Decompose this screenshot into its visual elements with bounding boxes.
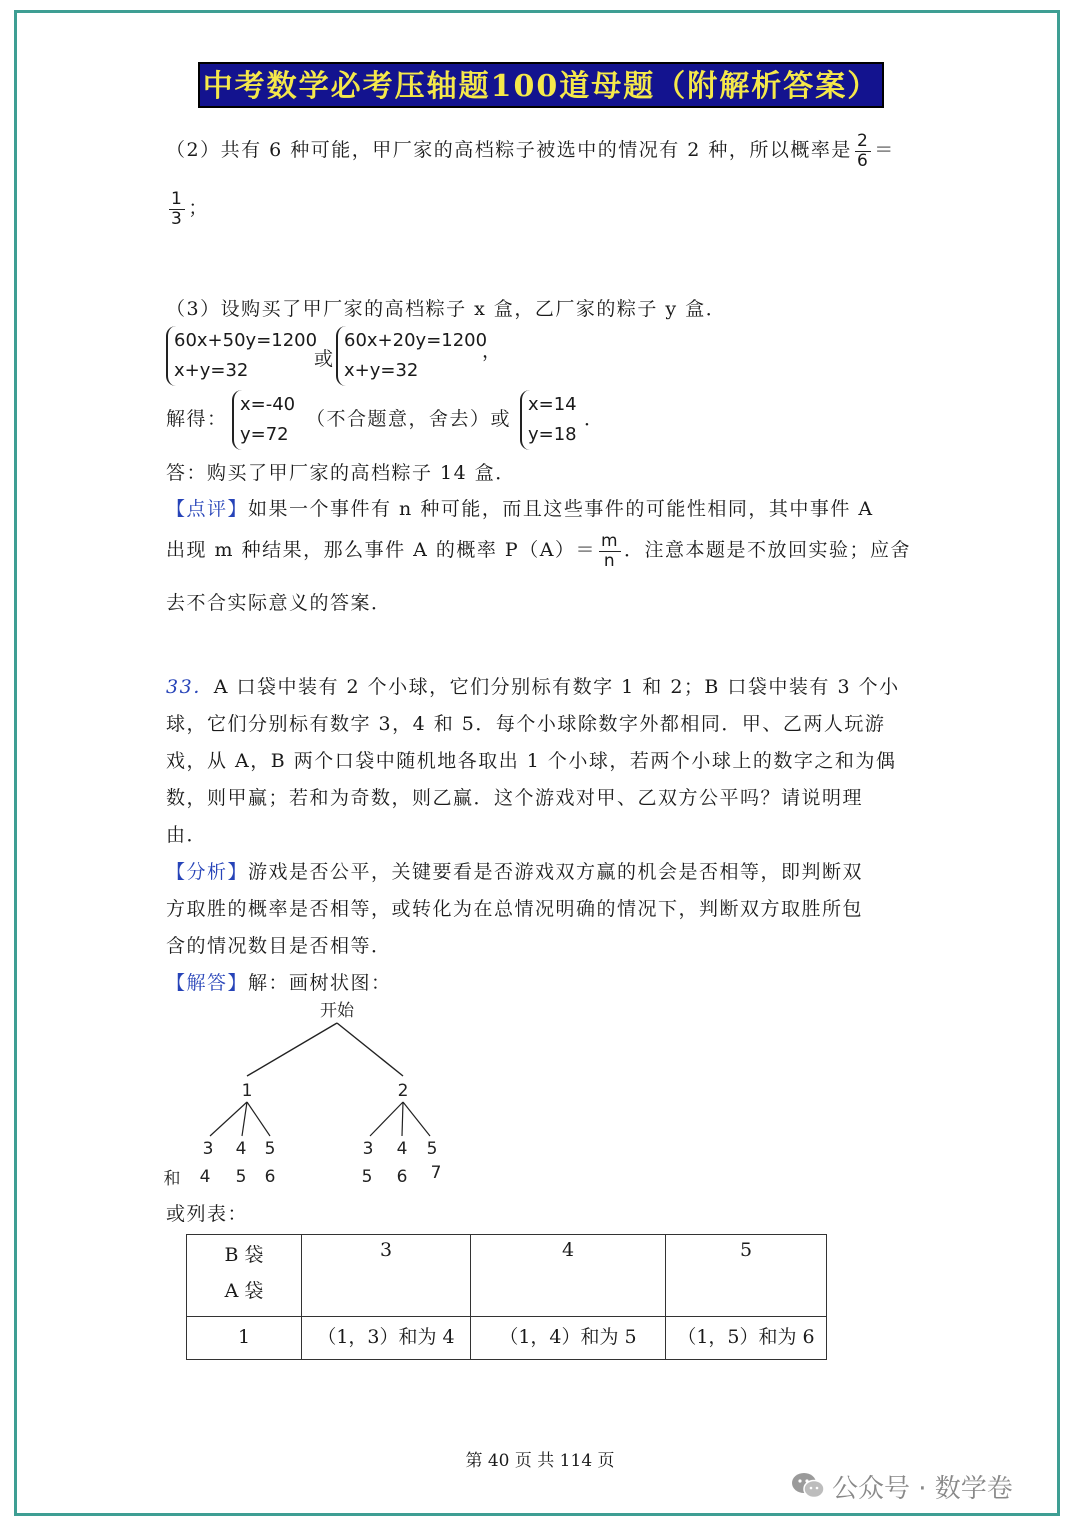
comma: ，: [482, 340, 503, 362]
leaf-node: 3: [202, 1139, 214, 1159]
table-row: [187, 1317, 827, 1360]
tree-diagram: [150, 996, 480, 1192]
q33-line-2: 球，它们分别标有数字 3，4 和 5．每个小球除数字外都相同．甲、乙两人玩游: [166, 713, 886, 735]
leaf-node: 3: [362, 1139, 374, 1159]
tree-root: 开始: [320, 1001, 354, 1021]
analysis-tag: 【分析】: [166, 861, 249, 883]
part2-text: （2）共有 6 种可能，甲厂家的高档粽子被选中的情况有 2 种，所以概率是: [166, 139, 852, 162]
table-cell: （1，5）和为 6: [666, 1317, 827, 1360]
table-corner-cell: B 袋 A 袋: [187, 1235, 302, 1317]
sum-value: 4: [199, 1167, 211, 1187]
table-row-header: 1: [187, 1317, 302, 1360]
fraction-2-6: $\frac{2}{6}$: [856, 131, 870, 171]
watermark-text: 公众号 · 数学卷: [832, 1474, 1013, 1504]
solution-line: 【解答】解：画树状图：: [166, 972, 392, 994]
equation-system-1: 60x+50y=1200 x+y=32: [166, 326, 317, 386]
comment-line-1: 【点评】如果一个事件有 n 种可能，而且这些事件的可能性相同，其中事件 A: [166, 498, 874, 520]
leaf-node: 5: [426, 1139, 438, 1159]
sum-label: 和: [163, 1169, 181, 1189]
solution-tag: 【解答】: [166, 972, 249, 994]
watermark: [790, 1468, 1013, 1508]
part3-text: （3）设购买了甲厂家的高档粽子 x 盒，乙厂家的粽子 y 盒．: [166, 298, 727, 320]
q33-line-3: 戏，从 A，B 两个口袋中随机地各取出 1 个小球，若两个小球上的数字之和为偶: [166, 750, 897, 772]
wechat-icon: [790, 1471, 826, 1508]
sum-value: 5: [235, 1167, 247, 1187]
table-cell: （1，3）和为 4: [302, 1317, 471, 1360]
discard-note: （不合题意，舍去）或: [306, 408, 512, 430]
solution-system-1: x=-40 y=72: [232, 390, 295, 450]
table-header-row: [187, 1235, 827, 1317]
table-col-header: 4: [471, 1235, 666, 1317]
solve-label: 解得：: [166, 408, 228, 430]
comment-line-2: 出现 m 种结果，那么事件 A 的概率 P（A）＝ $\frac{m}{n}$ ．注意本题是不放回实验；应舍: [166, 531, 912, 571]
solution-system-2: x=14 y=18: [520, 390, 577, 450]
fraction-1-3: $\frac{1}{3}$: [171, 189, 184, 229]
comment-tag: 【点评】: [166, 498, 249, 520]
table-intro: 或列表：: [166, 1203, 249, 1225]
branch-node: 1: [241, 1081, 253, 1101]
page-title: 中考数学必考压轴题100道母题（附解析答案）: [198, 62, 884, 108]
sum-value: 6: [264, 1167, 276, 1187]
outcome-table: [186, 1234, 827, 1360]
q33-line-5: 由．: [166, 824, 208, 846]
question-number: 33．: [166, 676, 214, 698]
sum-value: 7: [430, 1163, 442, 1183]
sum-value: 5: [361, 1167, 373, 1187]
leaf-node: 4: [235, 1139, 247, 1159]
fraction-m-n: $\frac{m}{n}$: [600, 531, 620, 571]
part2-result: $\frac{1}{3}$ ；: [171, 189, 209, 229]
leaf-node: 5: [264, 1139, 276, 1159]
page-footer: 第 40 页 共 114 页: [465, 1451, 615, 1471]
analysis-line-2: 方取胜的概率是否相等，或转化为在总情况明确的情况下，判断双方取胜所包: [166, 898, 864, 920]
table-cell: （1，4）和为 5: [471, 1317, 666, 1360]
table-col-header: 5: [666, 1235, 827, 1317]
analysis-line-3: 含的情况数目是否相等．: [166, 935, 392, 957]
period: ．: [584, 408, 605, 430]
analysis-line-1: 【分析】游戏是否公平，关键要看是否游戏双方赢的机会是否相等，即判断双: [166, 861, 864, 883]
q33-line-1: 33．A 口袋中装有 2 个小球，它们分别标有数字 1 和 2；B 口袋中装有 3 个小: [166, 676, 900, 698]
table-col-header: 3: [302, 1235, 471, 1317]
branch-node: 2: [397, 1081, 409, 1101]
comment-line-3: 去不合实际意义的答案．: [166, 592, 392, 614]
or-word: 或: [314, 348, 335, 370]
answer-line: 答：购买了甲厂家的高档粽子 14 盒．: [166, 462, 516, 484]
equals-sign: ＝: [874, 139, 895, 162]
q33-line-4: 数，则甲赢；若和为奇数，则乙赢．这个游戏对甲、乙双方公平吗？请说明理: [166, 787, 864, 809]
equation-system-2: 60x+20y=1200 x+y=32: [336, 326, 487, 386]
part2-line: [166, 132, 895, 170]
leaf-node: 4: [396, 1139, 408, 1159]
sum-value: 6: [396, 1167, 408, 1187]
